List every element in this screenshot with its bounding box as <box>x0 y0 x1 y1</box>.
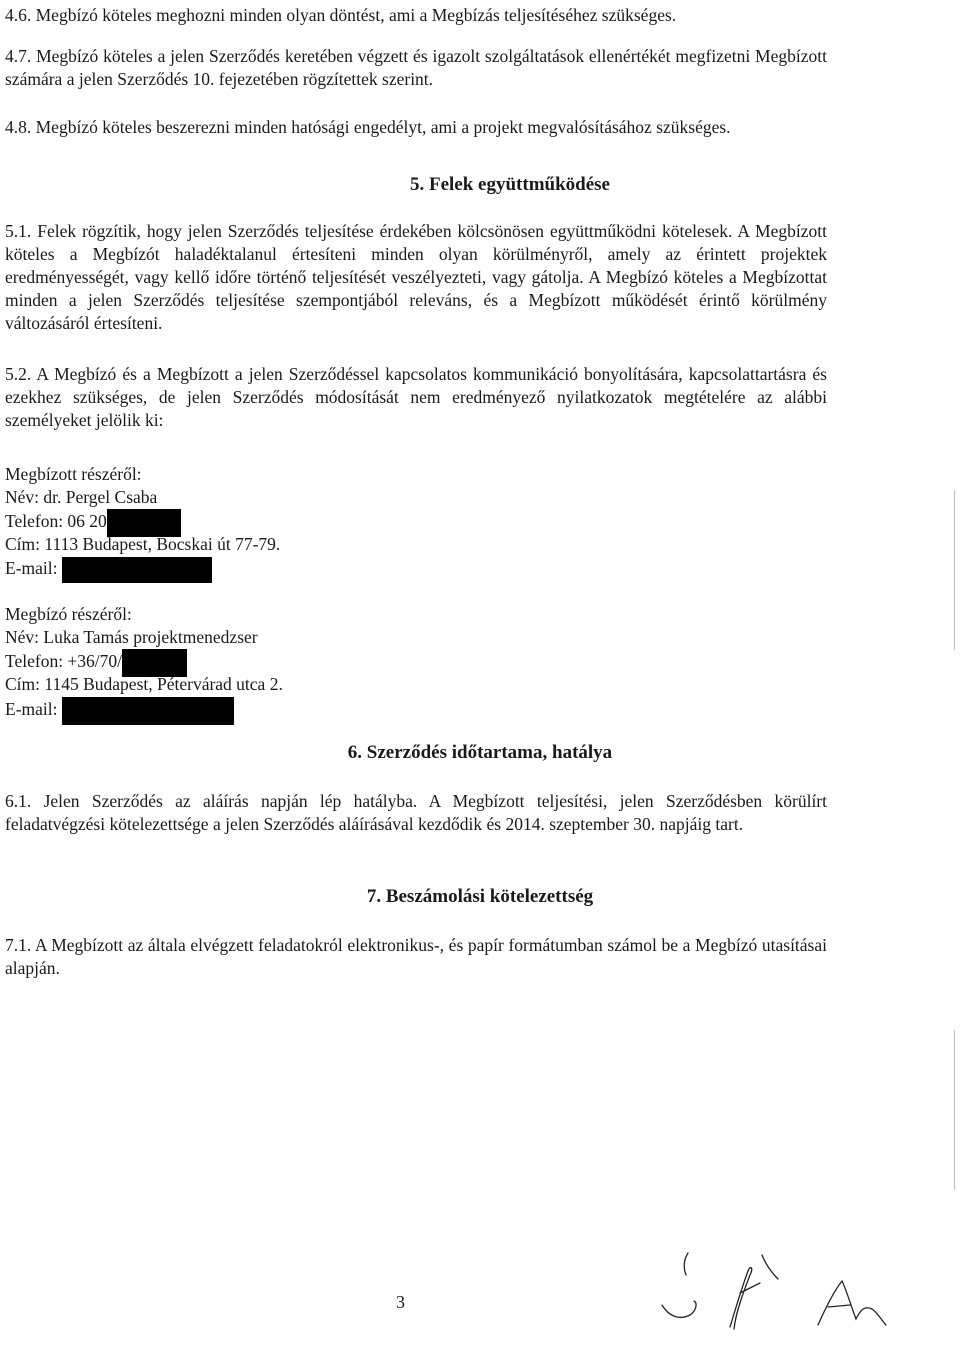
contact-megbizott-email-row <box>5 557 212 583</box>
signature-stroke <box>818 1281 886 1325</box>
signature-initials <box>650 1245 890 1335</box>
redaction-block <box>62 697 234 725</box>
paragraph-5-1: 5.1. Felek rögzítik, hogy jelen Szerződés teljesítése érdekében kölcsönösen együttműködni kötelesek. A Megbízott köteles a Megbízót haladéktalanul értesíteni minden olyan körülményről, amely az érintett projektek eredményességét, vagy kellő időre történő teljesítését veszélyezteti, vagy gátolja. A Megbízó köteles a Megbízottat minden a jelen Szerződés teljesítése szempontjából releváns, és a Megbízott működését érintő körülmény változásáról értesíteni. <box>5 221 827 333</box>
section-heading-7: 7. Beszámolási kötelezettség <box>366 886 594 907</box>
contact-megbizott-name: Név: dr. Pergel Csaba <box>5 487 158 507</box>
signature-stroke <box>662 1301 696 1317</box>
paragraph-4-7: 4.7. Megbízó köteles a jelen Szerződés keretében végzett és igazolt szolgáltatások ellenértékét megfizetni Megbízott számára a jelen Szerződés 10. fejezetében rögzítettek szerint. <box>5 46 827 89</box>
signature-stroke <box>730 1268 752 1329</box>
section-heading-6: 6. Szerződés időtartama, hatálya <box>347 742 613 763</box>
page-number: 3 <box>396 1292 405 1312</box>
paragraph-5-2: 5.2. A Megbízó és a Megbízott a jelen Szerződéssel kapcsolatos kommunikáció bonyolítására, kapcsolattartásra és ezekhez szükséges, de jelen Szerződés módosítását nem eredményező nyilatkozatok megtételére az alábbi személyeket jelölik ki: <box>5 364 827 430</box>
contact-megbizo-address: Cím: 1145 Budapest, Pétervárad utca 2. <box>5 674 283 694</box>
contact-megbizo-name: Név: Luka Tamás projektmenedzser <box>5 627 258 647</box>
contact-megbizo-email: E-mail: <box>5 699 58 720</box>
contact-megbizott-phone: Telefon: 06 20 <box>5 511 107 532</box>
contact-megbizo-phone: Telefon: +36/70/ <box>5 651 123 672</box>
paragraph-6-1: 6.1. Jelen Szerződés az aláírás napján lép hatályba. A Megbízott teljesítési, jelen Szerződésben körülírt feladatvégzési kötelezettsége a jelen Szerződés aláírásával kezdődik és 2014. szeptember 30. napjáig tart. <box>5 791 827 834</box>
contact-megbizott-email: E-mail: <box>5 558 58 579</box>
contact-megbizott-title: Megbízott részéről: <box>5 464 142 484</box>
contact-megbizo-email-row <box>5 697 234 725</box>
redaction-block <box>62 557 212 583</box>
signature-stroke <box>684 1253 688 1275</box>
contact-megbizott-address: Cím: 1113 Budapest, Bocskai út 77-79. <box>5 534 281 554</box>
signature-stroke <box>828 1305 850 1307</box>
paragraph-4-8: 4.8. Megbízó köteles beszerezni minden hatósági engedélyt, ami a projekt megvalósításához szükséges. <box>5 117 731 137</box>
paragraph-7-1: 7.1. A Megbízott az általa elvégzett feladatokról elektronikus-, és papír formátumban számol be a Megbízó utasításai alapján. <box>5 935 827 978</box>
scan-edge-line <box>954 490 955 650</box>
section-heading-5: 5. Felek együttműködése <box>409 174 610 195</box>
signature-stroke <box>762 1255 778 1279</box>
contact-megbizo-title: Megbízó részéről: <box>5 604 132 624</box>
paragraph-4-6: 4.6. Megbízó köteles meghozni minden olyan döntést, ami a Megbízás teljesítéséhez szükséges. <box>5 5 677 25</box>
scan-edge-line <box>954 1030 955 1190</box>
